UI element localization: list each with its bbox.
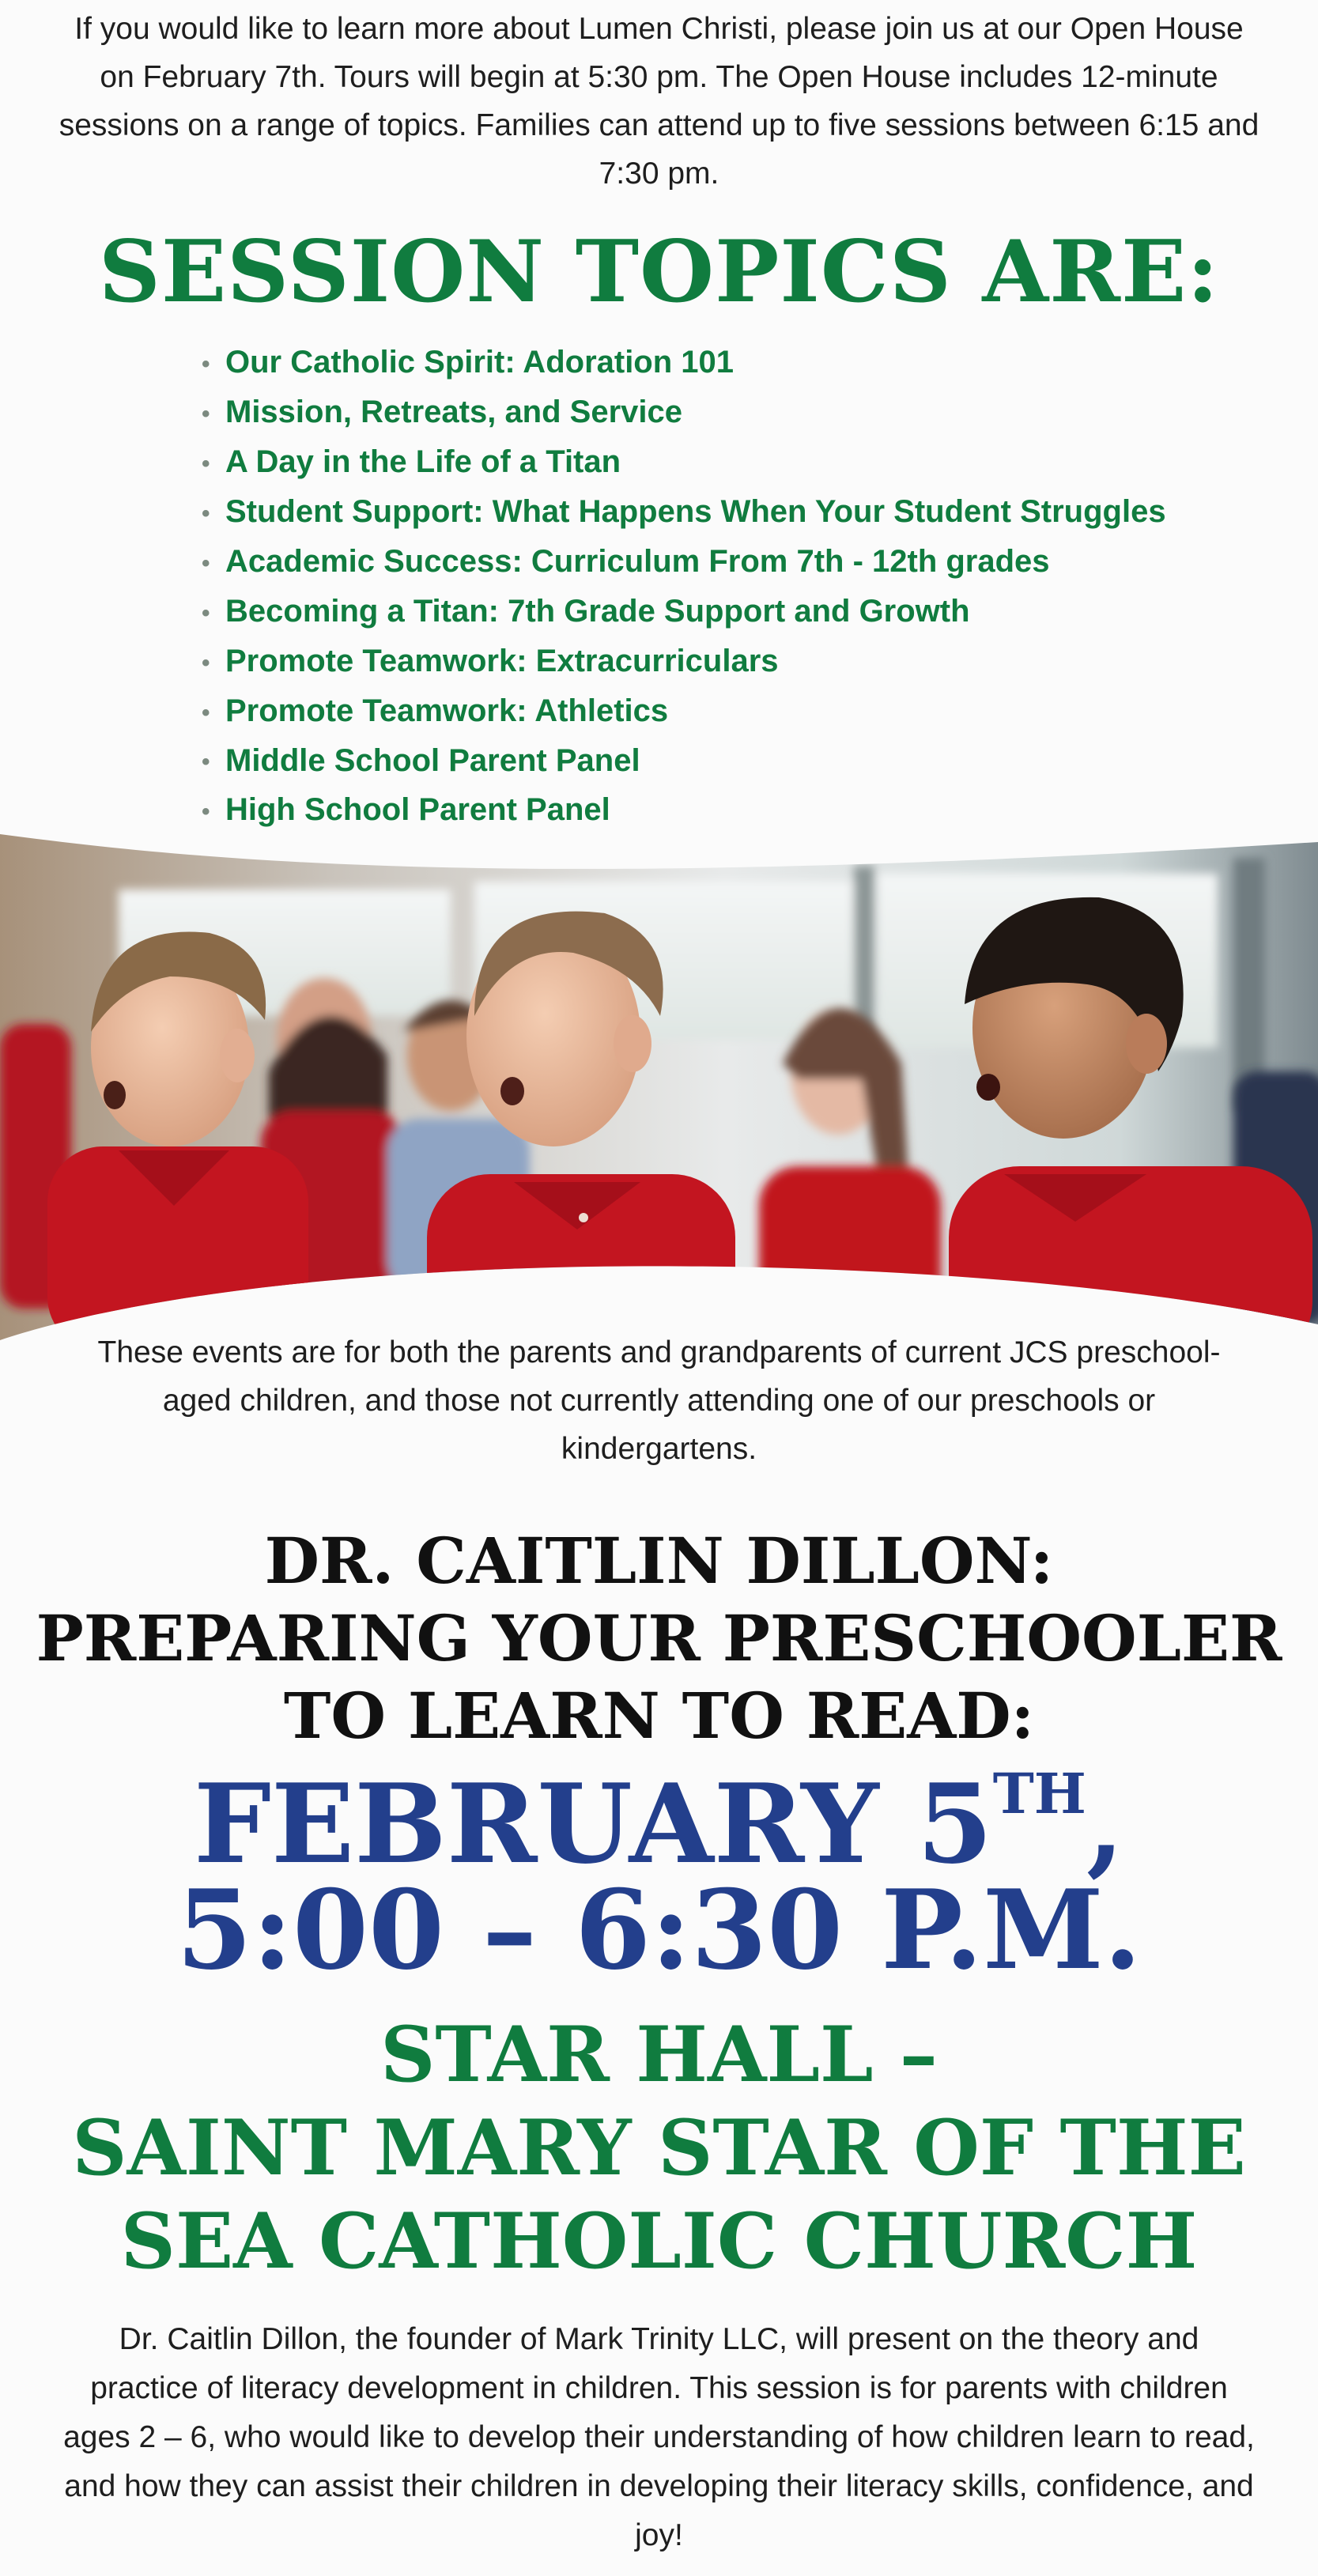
bullet-icon: • [202,649,210,676]
speaker-line: DR. CAITLIN DILLON: [264,1524,1054,1598]
list-item [202,338,1293,388]
event-venue [0,2008,1318,2288]
topic-label: Becoming a Titan: 7th Grade Support and Growth [225,593,970,629]
bullet-icon: • [202,550,210,576]
topic-label: Student Support: What Happens When Your Student Struggles [225,493,1166,529]
bullet-icon: • [202,450,210,477]
list-item [202,587,1293,637]
topic-label: Our Catholic Spirit: Adoration 101 [225,345,735,380]
list-item [202,388,1293,438]
event-month-day: FEBRUARY 5 [194,1759,993,1888]
list-item [202,488,1293,538]
open-house-intro: If you would like to learn more about Lumen Christi, please join us at our Open House on February 7th. Tours will begin at 5:30 pm. The Open House includes 12-minute sessions on a range of topics. Families can attend up to five sessions between 6:15 and 7:30 pm. [59,12,1259,191]
topic-label: A Day in the Life of a Titan [225,444,621,479]
topic-label: Promote Teamwork: Athletics [225,693,669,728]
list-item [202,438,1293,488]
speaker-line: PREPARING YOUR PRESCHOOLER [36,1601,1282,1675]
session-topics-heading: SESSION TOPICS ARE: [98,222,1220,322]
event-date [0,1759,1318,1994]
date-comma: , [1086,1759,1124,1888]
bullet-icon: • [202,749,210,776]
students-singing-photo [0,834,1318,1340]
bullet-icon: • [202,500,210,527]
topic-label: Promote Teamwork: Extracurriculars [225,643,779,678]
event-date-line [0,1759,1318,1888]
list-item [202,637,1293,687]
topic-label: Middle School Parent Panel [225,742,640,778]
bullet-icon: • [202,350,210,377]
speaker-title [0,1522,1318,1754]
bullet-icon: • [202,400,210,427]
venue-line: STAR HALL – [380,2010,938,2099]
topic-label: Mission, Retreats, and Service [225,394,683,429]
session-description: Dr. Caitlin Dillon, the founder of Mark Trinity LLC, will present on the theory and practice of literacy development in children. This session is for parents with children ages 2 – 6, who would like to develop their understanding of how children learn to read, and how they can assist their children in developing their literacy skills, confidence, and joy! [63,2322,1255,2552]
classroom-photo-illustration [0,834,1318,1340]
session-topics-list [202,338,1293,836]
topic-label: High School Parent Panel [225,792,610,828]
list-item [202,737,1293,787]
audience-note: These events are for both the parents and grandparents of current JCS preschool-aged children, and those not currently attending one of our preschools or kindergartens. [97,1335,1221,1466]
list-item [202,538,1293,587]
event-time: 5:00 – 6:30 P.M. [176,1865,1142,1994]
venue-line: SEA CATHOLIC CHURCH [120,2196,1198,2286]
bullet-icon: • [202,599,210,626]
list-item [202,786,1293,836]
list-item [202,687,1293,737]
venue-line: SAINT MARY STAR OF THE [72,2103,1246,2193]
speaker-line: TO LEARN TO READ: [283,1679,1035,1753]
topic-label: Academic Success: Curriculum From 7th - 12th grades [225,543,1050,579]
bullet-icon: • [202,699,210,726]
bullet-icon: • [202,799,210,825]
date-suffix: TH [992,1761,1086,1826]
